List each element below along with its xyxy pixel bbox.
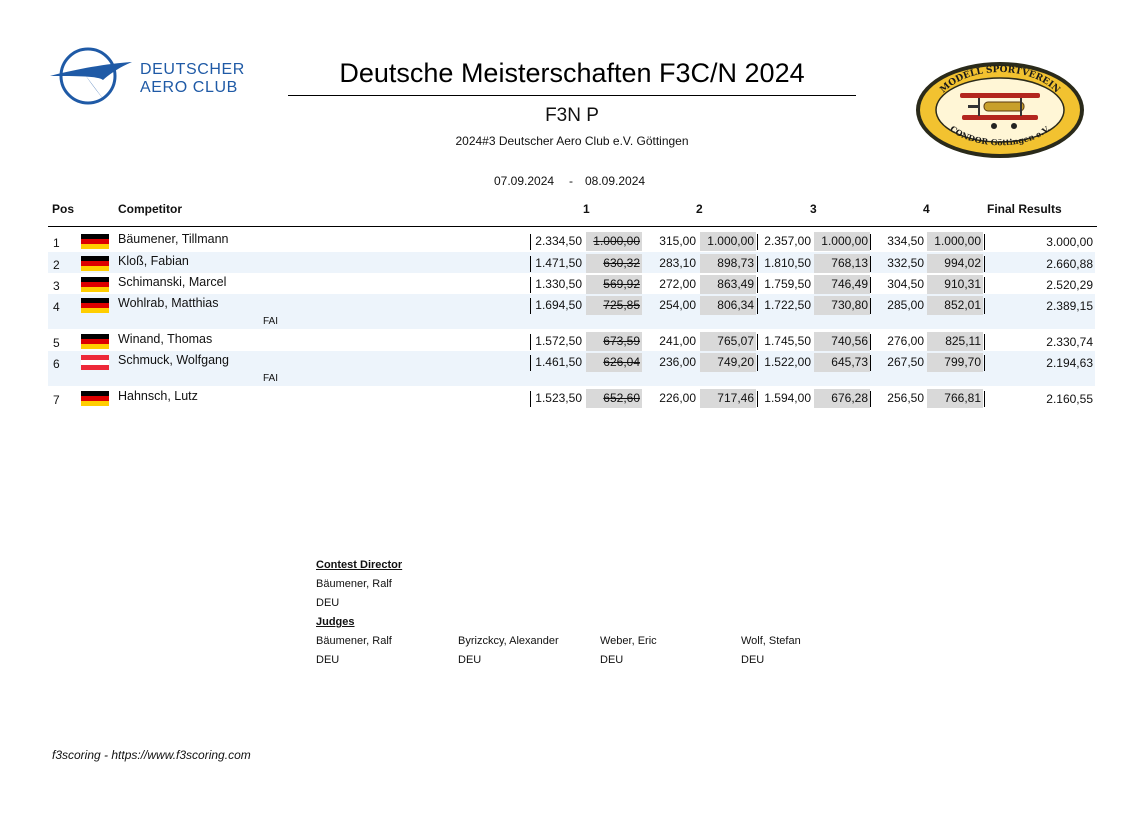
round-4-raw-score: 304,50 bbox=[887, 277, 924, 291]
round-1-raw-score: 2.334,50 bbox=[535, 234, 582, 248]
round-1-normalized-score bbox=[586, 275, 642, 294]
round-2-normalized-score bbox=[700, 296, 756, 315]
round-2-normalized-score bbox=[700, 232, 756, 251]
cell-divider bbox=[757, 298, 758, 314]
score-value: 730,80 bbox=[831, 298, 868, 312]
date-from: 07.09.2024 bbox=[494, 174, 555, 188]
cell-divider bbox=[870, 256, 871, 272]
row-position: 3 bbox=[53, 279, 60, 293]
judge-country: DEU bbox=[458, 654, 482, 666]
header-divider bbox=[48, 226, 1097, 227]
col-header-competitor: Competitor bbox=[118, 202, 182, 216]
round-4-raw-score: 276,00 bbox=[887, 334, 924, 348]
flag-austria-icon bbox=[81, 355, 109, 370]
judges-heading: Judges bbox=[316, 616, 355, 628]
round-3-normalized-score bbox=[814, 254, 870, 273]
score-value: 1.000,00 bbox=[821, 234, 868, 248]
round-4-normalized-score bbox=[927, 254, 983, 273]
col-header-final: Final Results bbox=[987, 202, 1062, 216]
class-subtitle: F3N P bbox=[545, 105, 599, 126]
round-4-raw-score: 332,50 bbox=[887, 256, 924, 270]
round-4-normalized-score bbox=[927, 296, 983, 315]
round-4-normalized-score bbox=[927, 353, 983, 372]
round-1-raw-score: 1.694,50 bbox=[535, 298, 582, 312]
round-2-raw-score: 226,00 bbox=[659, 391, 696, 405]
round-2-normalized-score bbox=[700, 254, 756, 273]
score-value: 749,20 bbox=[717, 355, 754, 369]
org-name-line2: AERO CLUB bbox=[140, 79, 238, 96]
club-logo-text-bottom: CONDOR Göttingen e.V. bbox=[948, 123, 1052, 148]
flag-germany-icon bbox=[81, 256, 109, 271]
org-name-line1: DEUTSCHER bbox=[140, 61, 245, 78]
cell-divider bbox=[870, 334, 871, 350]
round-4-raw-score: 285,00 bbox=[887, 298, 924, 312]
club-logo-text-top: MODELL SPORTVEREIN bbox=[938, 64, 1062, 96]
round-2-raw-score: 241,00 bbox=[659, 334, 696, 348]
judge-name: Weber, Eric bbox=[600, 635, 657, 647]
score-value: 1.000,00 bbox=[707, 234, 754, 248]
cell-divider bbox=[870, 391, 871, 407]
cell-divider bbox=[530, 355, 531, 371]
round-3-raw-score: 1.594,00 bbox=[764, 391, 811, 405]
round-2-raw-score: 283,10 bbox=[659, 256, 696, 270]
round-3-raw-score: 1.759,50 bbox=[764, 277, 811, 291]
score-value: 768,13 bbox=[831, 256, 868, 270]
final-result: 2.194,63 bbox=[1046, 356, 1093, 370]
score-value: 898,73 bbox=[717, 256, 754, 270]
cell-divider bbox=[530, 334, 531, 350]
cell-divider bbox=[870, 277, 871, 293]
final-result: 2.389,15 bbox=[1046, 299, 1093, 313]
round-1-normalized-score bbox=[586, 332, 642, 351]
round-1-normalized-score bbox=[586, 232, 642, 251]
flag-germany-icon bbox=[81, 391, 109, 406]
director-name: Bäumener, Ralf bbox=[316, 578, 392, 590]
competitor-name: Wohlrab, Matthias bbox=[118, 296, 219, 310]
table-row bbox=[48, 330, 1095, 351]
cell-divider bbox=[984, 391, 985, 407]
final-result: 3.000,00 bbox=[1046, 235, 1093, 249]
competitor-name: Schmuck, Wolfgang bbox=[118, 353, 229, 367]
final-result: 2.520,29 bbox=[1046, 278, 1093, 292]
final-result: 2.160,55 bbox=[1046, 392, 1093, 406]
event-name: 2024#3 Deutscher Aero Club e.V. Göttingen bbox=[455, 134, 689, 148]
round-2-raw-score: 272,00 bbox=[659, 277, 696, 291]
cell-divider bbox=[870, 298, 871, 314]
cell-divider bbox=[530, 277, 531, 293]
round-4-normalized-score bbox=[927, 275, 983, 294]
round-3-normalized-score bbox=[814, 353, 870, 372]
cell-divider bbox=[757, 391, 758, 407]
round-1-raw-score: 1.523,50 bbox=[535, 391, 582, 405]
row-position: 7 bbox=[53, 393, 60, 407]
footer-credit: f3scoring - https://www.f3scoring.com bbox=[52, 748, 251, 762]
score-value: 799,70 bbox=[944, 355, 981, 369]
round-2-normalized-score bbox=[700, 353, 756, 372]
dropped-score: 626,04 bbox=[603, 355, 640, 369]
round-2-normalized-score bbox=[700, 389, 756, 408]
round-4-normalized-score bbox=[927, 232, 983, 251]
dropped-score: 725,85 bbox=[603, 298, 640, 312]
cell-divider bbox=[984, 277, 985, 293]
flag-germany-icon bbox=[81, 277, 109, 292]
cell-divider bbox=[984, 256, 985, 272]
round-3-normalized-score bbox=[814, 296, 870, 315]
row-note-band bbox=[48, 315, 1095, 329]
row-note: FAI bbox=[263, 373, 279, 384]
round-4-raw-score: 267,50 bbox=[887, 355, 924, 369]
score-value: 645,73 bbox=[831, 355, 868, 369]
round-2-raw-score: 236,00 bbox=[659, 355, 696, 369]
competitor-name: Winand, Thomas bbox=[118, 332, 213, 346]
round-4-raw-score: 256,50 bbox=[887, 391, 924, 405]
score-value: 717,46 bbox=[717, 391, 754, 405]
cell-divider bbox=[984, 234, 985, 250]
director-heading: Contest Director bbox=[316, 559, 403, 571]
score-value: 766,81 bbox=[944, 391, 981, 405]
cell-divider bbox=[984, 298, 985, 314]
cell-divider bbox=[757, 277, 758, 293]
col-header-pos: Pos bbox=[52, 202, 75, 216]
round-3-raw-score: 1.810,50 bbox=[764, 256, 811, 270]
round-1-raw-score: 1.330,50 bbox=[535, 277, 582, 291]
score-value: 746,49 bbox=[831, 277, 868, 291]
round-4-normalized-score bbox=[927, 332, 983, 351]
round-3-normalized-score bbox=[814, 332, 870, 351]
round-4-raw-score: 334,50 bbox=[887, 234, 924, 248]
judge-country: DEU bbox=[600, 654, 624, 666]
cell-divider bbox=[530, 256, 531, 272]
page-title: Deutsche Meisterschaften F3C/N 2024 bbox=[339, 58, 805, 88]
cell-divider bbox=[530, 234, 531, 250]
final-result: 2.330,74 bbox=[1046, 335, 1093, 349]
cell-divider bbox=[870, 355, 871, 371]
dropped-score: 652,60 bbox=[603, 391, 640, 405]
competitor-name: Kloß, Fabian bbox=[118, 254, 189, 268]
round-1-normalized-score bbox=[586, 353, 642, 372]
round-3-raw-score: 2.357,00 bbox=[764, 234, 811, 248]
cell-divider bbox=[757, 234, 758, 250]
final-result: 2.660,88 bbox=[1046, 257, 1093, 271]
table-row bbox=[48, 294, 1095, 315]
round-3-normalized-score bbox=[814, 275, 870, 294]
judge-country: DEU bbox=[741, 654, 765, 666]
row-position: 5 bbox=[53, 336, 60, 350]
date-separator: - bbox=[569, 174, 573, 188]
score-value: 825,11 bbox=[945, 334, 981, 348]
col-header-round-2: 2 bbox=[696, 202, 703, 216]
round-1-raw-score: 1.461,50 bbox=[535, 355, 582, 369]
row-position: 6 bbox=[53, 357, 60, 371]
row-note: FAI bbox=[263, 316, 279, 327]
round-2-raw-score: 315,00 bbox=[659, 234, 696, 248]
col-header-round-4: 4 bbox=[923, 202, 930, 216]
dac-logo bbox=[48, 46, 273, 108]
cell-divider bbox=[757, 256, 758, 272]
competitor-name: Hahnsch, Lutz bbox=[118, 389, 198, 403]
round-2-normalized-score bbox=[700, 275, 756, 294]
cell-divider bbox=[870, 234, 871, 250]
round-2-raw-score: 254,00 bbox=[659, 298, 696, 312]
cell-divider bbox=[984, 355, 985, 371]
judge-name: Byrizckcy, Alexander bbox=[458, 635, 559, 647]
row-note-band bbox=[48, 372, 1095, 386]
dropped-score: 673,59 bbox=[603, 334, 640, 348]
dropped-score: 1.000,00 bbox=[593, 234, 640, 248]
table-row bbox=[48, 230, 1095, 251]
score-value: 740,56 bbox=[831, 334, 868, 348]
round-3-raw-score: 1.745,50 bbox=[764, 334, 811, 348]
round-1-normalized-score bbox=[586, 254, 642, 273]
table-row bbox=[48, 252, 1095, 273]
score-value: 910,31 bbox=[944, 277, 981, 291]
dac-bird-icon bbox=[48, 46, 138, 108]
table-row bbox=[48, 351, 1095, 372]
competitor-name: Schimanski, Marcel bbox=[118, 275, 227, 289]
dropped-score: 630,32 bbox=[603, 256, 640, 270]
row-position: 1 bbox=[53, 236, 60, 250]
col-header-round-3: 3 bbox=[810, 202, 817, 216]
round-1-raw-score: 1.572,50 bbox=[535, 334, 582, 348]
flag-germany-icon bbox=[81, 234, 109, 249]
dropped-score: 569,92 bbox=[603, 277, 640, 291]
score-value: 765,07 bbox=[717, 334, 754, 348]
competitor-name: Bäumener, Tillmann bbox=[118, 232, 229, 246]
round-3-raw-score: 1.722,50 bbox=[764, 298, 811, 312]
score-value: 676,28 bbox=[831, 391, 868, 405]
title-divider bbox=[288, 95, 856, 96]
row-position: 4 bbox=[53, 300, 60, 314]
table-row bbox=[48, 387, 1095, 408]
cell-divider bbox=[530, 391, 531, 407]
round-1-normalized-score bbox=[586, 296, 642, 315]
round-4-normalized-score bbox=[927, 389, 983, 408]
score-value: 852,01 bbox=[944, 298, 981, 312]
round-1-raw-score: 1.471,50 bbox=[535, 256, 582, 270]
flag-germany-icon bbox=[81, 298, 109, 313]
round-3-raw-score: 1.522,00 bbox=[764, 355, 811, 369]
row-position: 2 bbox=[53, 258, 60, 272]
date-to: 08.09.2024 bbox=[585, 174, 646, 188]
judge-country: DEU bbox=[316, 654, 340, 666]
round-3-normalized-score bbox=[814, 389, 870, 408]
director-country: DEU bbox=[316, 597, 340, 609]
judge-name: Bäumener, Ralf bbox=[316, 635, 392, 647]
cell-divider bbox=[757, 334, 758, 350]
round-2-normalized-score bbox=[700, 332, 756, 351]
score-value: 994,02 bbox=[944, 256, 981, 270]
table-row bbox=[48, 273, 1095, 294]
score-value: 1.000,00 bbox=[934, 234, 981, 248]
club-logo bbox=[914, 60, 1086, 160]
round-1-normalized-score bbox=[586, 389, 642, 408]
score-value: 863,49 bbox=[717, 277, 754, 291]
col-header-round-1: 1 bbox=[583, 202, 590, 216]
score-value: 806,34 bbox=[717, 298, 754, 312]
cell-divider bbox=[530, 298, 531, 314]
cell-divider bbox=[984, 334, 985, 350]
flag-germany-icon bbox=[81, 334, 109, 349]
round-3-normalized-score bbox=[814, 232, 870, 251]
cell-divider bbox=[757, 355, 758, 371]
judge-name: Wolf, Stefan bbox=[741, 635, 801, 647]
